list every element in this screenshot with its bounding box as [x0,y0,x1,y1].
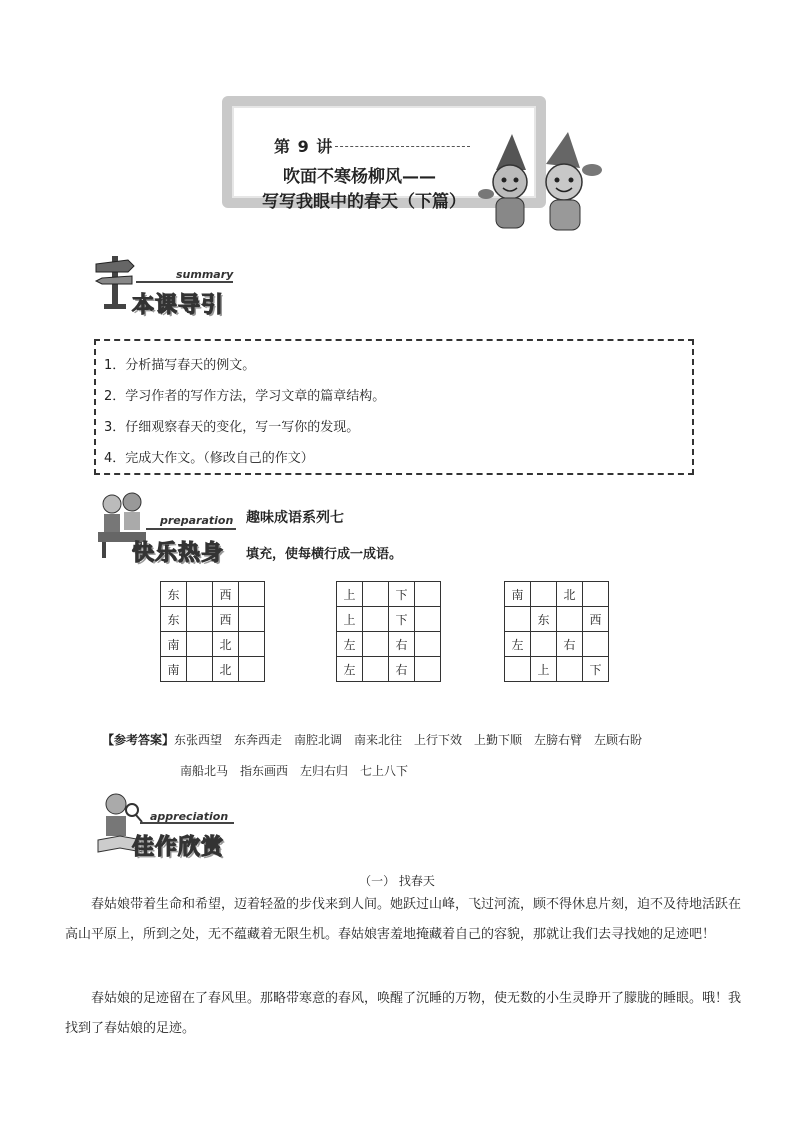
grid-cell [187,582,213,607]
grid-cell [187,607,213,632]
appreciation-heading: 佳作欣赏 [132,835,225,860]
grid-cell [505,607,531,632]
grid-cell: 左 [337,657,363,682]
lesson-title-line2: 写写我眼中的春天（下篇） [262,192,466,212]
grid-cell: 右 [389,657,415,682]
summary-heading: 本课导引 [132,293,225,318]
grid-cell [239,657,265,682]
grid-cell [363,607,389,632]
grid-cell [415,607,441,632]
answers-line1 [102,731,642,748]
preparation-eng-label: preparation [160,514,234,527]
lecture-divider [335,146,470,147]
grid-cell [239,607,265,632]
grid-cell [415,582,441,607]
grid-cell: 右 [389,632,415,657]
goal-item: 2．学习作者的写作方法，学习文章的篇章结构。 [104,389,386,404]
appreciation-eng-label: appreciation [150,810,229,823]
goal-item: 3．仔细观察春天的变化，写一写你的发现。 [104,420,360,435]
idiom-series-title: 趣味成语系列七 [246,510,344,526]
answer-text: 东张西望 东奔西走 南腔北调 南来北往 上行下效 上勤下顺 左膀右臂 左顾右盼 [174,733,643,747]
instruction-text: 填充，使每横行成一成语。 [246,547,403,562]
grid-cell: 上 [531,657,557,682]
grid-cell [239,632,265,657]
grid-cell: 南 [505,582,531,607]
grid-cell [583,582,609,607]
preparation-heading: 快乐热身 [132,541,225,566]
grid-cell [557,657,583,682]
idiom-grid-2 [336,581,441,682]
grid-cell: 北 [213,632,239,657]
grid-cell [415,657,441,682]
grid-cell: 左 [505,632,531,657]
grid-cell: 右 [557,632,583,657]
grid-cell [505,657,531,682]
lecture-number: 第 9 讲 [274,137,334,156]
grid-cell: 西 [213,607,239,632]
grid-cell: 上 [337,607,363,632]
elves-illustration [476,130,604,234]
essay-paragraph-1: 春姑娘带着生命和希望，迈着轻盈的步伐来到人间。她跃过山峰，飞过河流，顾不得休息片刻，迫不及待地活跃在高山平原上，所到之处，无不蕴藏着无限生机。春姑娘害羞地掩藏着自己的容貌，那就让我们去寻找她的足迹吧！ [65,897,742,942]
grid-cell [531,582,557,607]
summary-eng-label: summary [176,268,234,281]
grid-cell [363,632,389,657]
answers-line2: 南船北马 指东画西 左归右归 七上八下 [180,764,409,778]
grid-cell: 北 [213,657,239,682]
lesson-title-line1: 吹面不寒杨柳风—— [283,167,436,187]
grid-cell: 左 [337,632,363,657]
grid-cell [583,632,609,657]
goal-item: 4．完成大作文。（修改自己的作文） [104,451,314,466]
summary-underline [136,281,233,283]
grid-cell: 下 [583,657,609,682]
answer-label: 【参考答案】 [102,733,175,747]
grid-cell: 西 [583,607,609,632]
grid-cell [239,582,265,607]
grid-cell: 东 [531,607,557,632]
grid-cell: 下 [389,607,415,632]
grid-cell: 北 [557,582,583,607]
goal-item: 1．分析描写春天的例文。 [104,358,256,373]
grid-cell: 东 [161,582,187,607]
grid-cell [557,607,583,632]
preparation-underline [146,528,236,530]
grid-cell: 南 [161,657,187,682]
idiom-grid-1 [160,581,265,682]
grid-cell [363,582,389,607]
grid-cell: 西 [213,582,239,607]
essay-title: （一） 找春天 [359,874,435,888]
grid-cell: 上 [337,582,363,607]
grid-cell [531,632,557,657]
grid-cell [187,632,213,657]
grid-cell [415,632,441,657]
essay-paragraph-2: 春姑娘的足迹留在了春风里。那略带寒意的春风，唤醒了沉睡的万物，使无数的小生灵睁开了朦胧的睡眼。哦！我找到了春姑娘的足迹。 [65,991,742,1036]
idiom-grid-3 [504,581,609,682]
grid-cell: 南 [161,632,187,657]
grid-cell: 下 [389,582,415,607]
grid-cell: 东 [161,607,187,632]
grid-cell [187,657,213,682]
grid-cell [363,657,389,682]
